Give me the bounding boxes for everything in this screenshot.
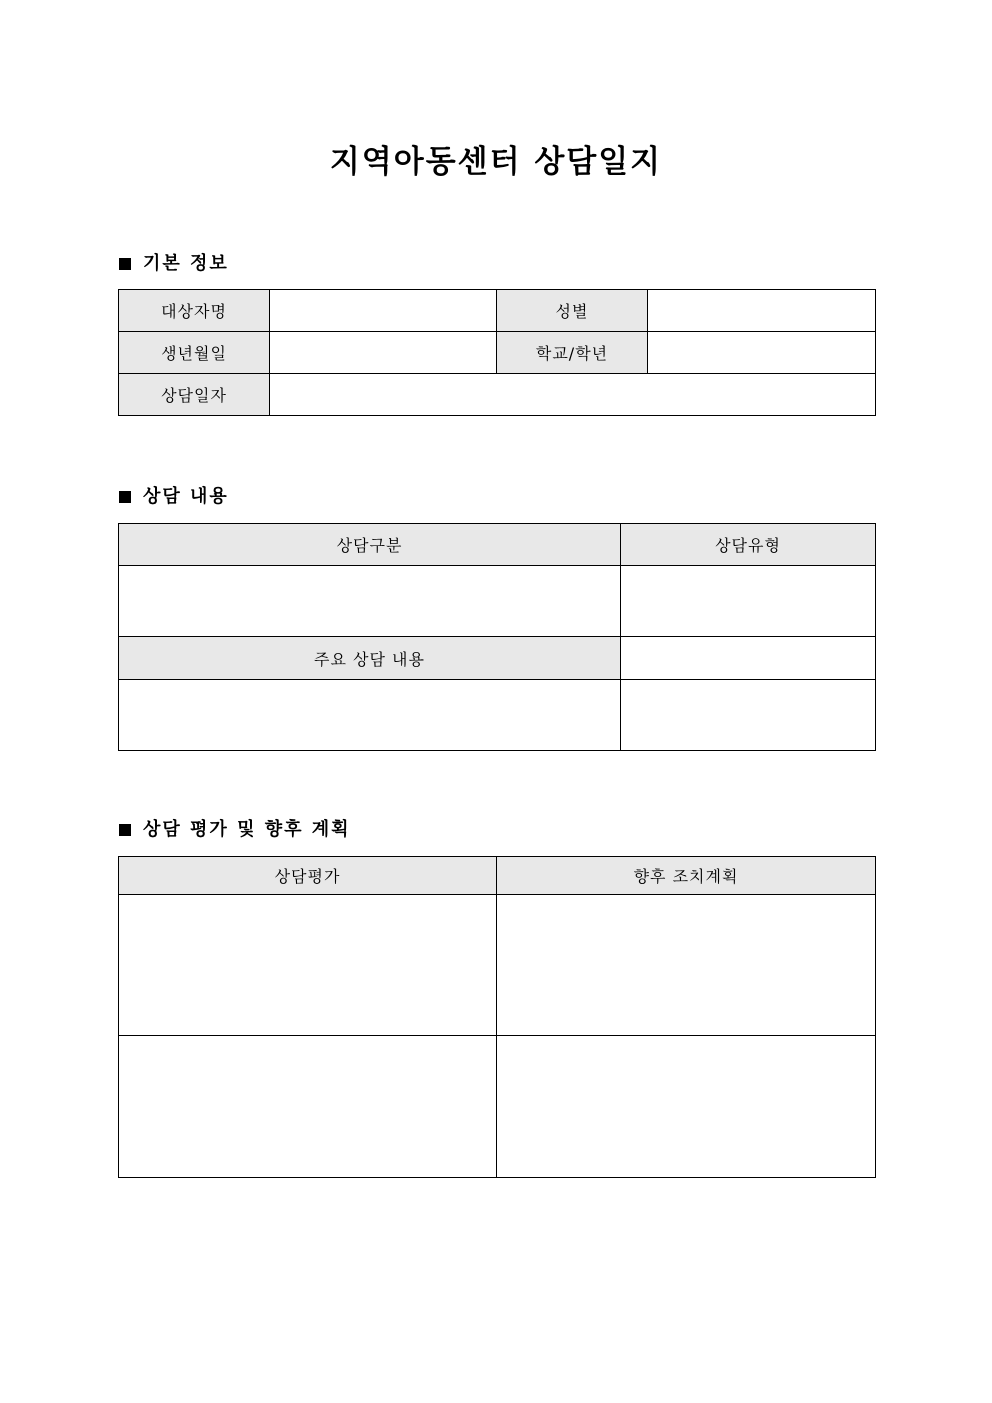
- table-row: [119, 637, 876, 680]
- table-row: [119, 895, 876, 1036]
- table-row: [119, 524, 876, 566]
- table-row: [119, 857, 876, 895]
- evaluation-label: 상담평가: [119, 857, 497, 895]
- section-heading-text: 상담 내용: [143, 486, 229, 507]
- main-content-label: 주요 상담 내용: [119, 637, 621, 680]
- table-row: [119, 332, 876, 374]
- main-content-side-field[interactable]: [621, 680, 876, 751]
- school-grade-label: 학교/학년: [497, 332, 648, 374]
- section-heading-text: 기본 정보: [143, 253, 229, 274]
- counsel-date-field[interactable]: [270, 374, 876, 416]
- section-heading-evaluation: [119, 818, 351, 842]
- counsel-content-table: [118, 523, 876, 751]
- evaluation-table: [118, 856, 876, 1178]
- type-extra-field[interactable]: [621, 637, 876, 680]
- evaluation-field-2[interactable]: [119, 1036, 497, 1178]
- table-row: [119, 680, 876, 751]
- square-bullet-icon: [119, 258, 131, 270]
- table-row: [119, 290, 876, 332]
- section-heading-counsel-content: [119, 485, 229, 509]
- plan-field-1[interactable]: [497, 895, 876, 1036]
- table-row: [119, 566, 876, 637]
- square-bullet-icon: [119, 824, 131, 836]
- evaluation-field-1[interactable]: [119, 895, 497, 1036]
- section-heading-text: 상담 평가 및 향후 계획: [143, 819, 351, 840]
- gender-field[interactable]: [648, 290, 876, 332]
- counsel-date-label: 상담일자: [119, 374, 270, 416]
- type-label: 상담유형: [621, 524, 876, 566]
- birthdate-label: 생년월일: [119, 332, 270, 374]
- main-content-field[interactable]: [119, 680, 621, 751]
- type-field[interactable]: [621, 566, 876, 637]
- basic-info-table: [118, 289, 876, 416]
- section-heading-basic-info: [119, 252, 229, 276]
- plan-label: 향후 조치계획: [497, 857, 876, 895]
- category-field[interactable]: [119, 566, 621, 637]
- table-row: [119, 1036, 876, 1178]
- school-grade-field[interactable]: [648, 332, 876, 374]
- name-label: 대상자명: [119, 290, 270, 332]
- birthdate-field[interactable]: [270, 332, 497, 374]
- gender-label: 성별: [497, 290, 648, 332]
- table-row: [119, 374, 876, 416]
- name-field[interactable]: [270, 290, 497, 332]
- document-title: 지역아동센터 상담일지: [329, 144, 663, 180]
- square-bullet-icon: [119, 491, 131, 503]
- category-label: 상담구분: [119, 524, 621, 566]
- plan-field-2[interactable]: [497, 1036, 876, 1178]
